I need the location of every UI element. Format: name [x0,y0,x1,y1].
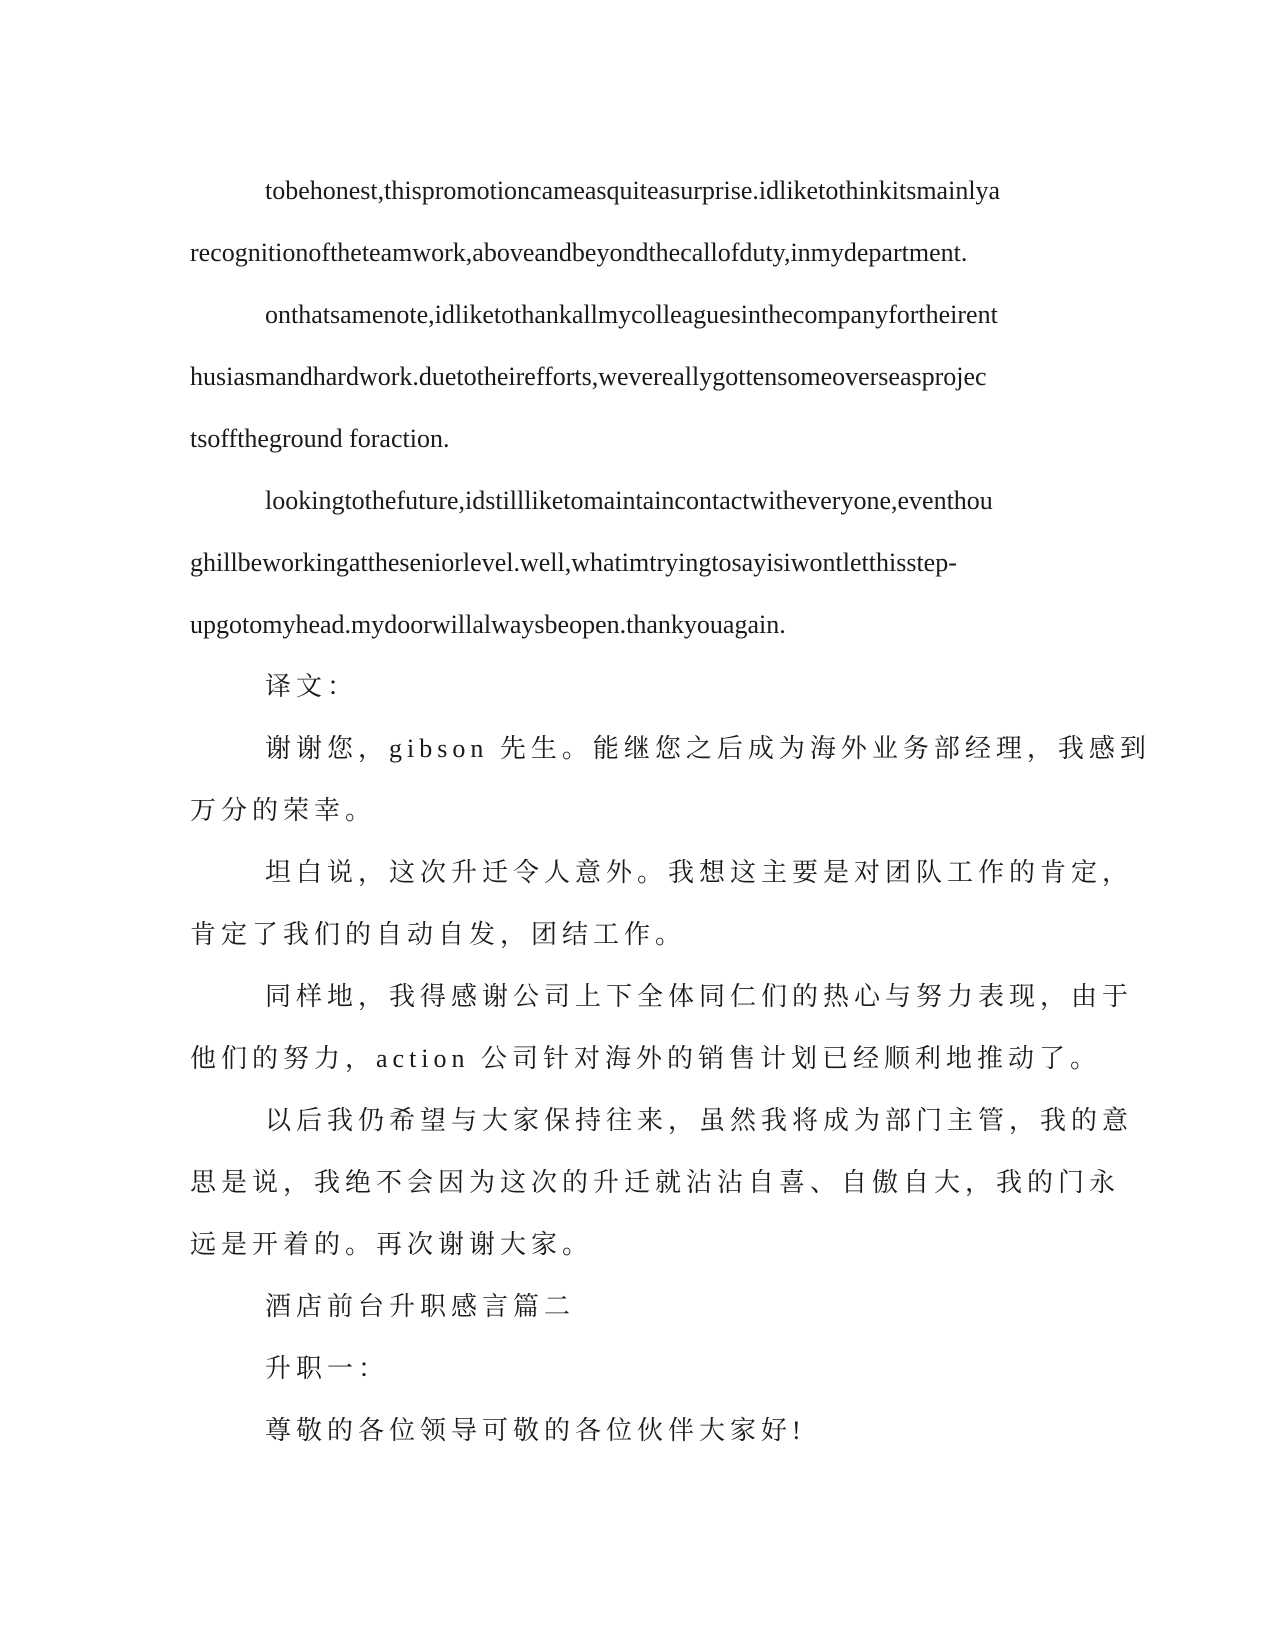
document-line: upgotomyhead.mydoorwillalwaysbeopen.thankyouagain. [190,610,786,639]
document-line: 以后我仍希望与大家保持往来，虽然我将成为部门主管，我的意 [265,1106,1134,1135]
document-line: 万分的荣幸。 [190,796,377,825]
document-line: 肯定了我们的自动自发，团结工作。 [190,920,687,949]
document-line: tsofftheground foraction. [190,424,450,453]
document-line: 坦白说，这次升迁令人意外。我想这主要是对团队工作的肯定， [265,858,1134,887]
document-line: ghillbeworkingattheseniorlevel.well,whatimtryingtosayisiwontletthisstep- [190,548,957,577]
document-line: 译文： [265,672,359,701]
document-line: husiasmandhardwork.duetotheirefforts,wevereallygottensomeoverseasprojec [190,362,987,391]
document-line: 酒店前台升职感言篇二 [265,1292,576,1321]
document-line: 谢谢您，gibson 先生。能继您之后成为海外业务部经理，我感到 [265,734,1151,763]
document-line: 尊敬的各位领导可敬的各位伙伴大家好! [265,1416,806,1445]
document-line: 升职一： [265,1354,390,1383]
document-line: 远是开着的。再次谢谢大家。 [190,1230,594,1259]
document-line: recognitionoftheteamwork,aboveandbeyondthecallofduty,inmydepartment. [190,238,968,267]
document-body [190,160,1151,1462]
document-line: 他们的努力，action 公司针对海外的销售计划已经顺利地推动了。 [190,1044,1102,1073]
document-line: onthatsamenote,idliketothankallmycolleaguesinthecompanyfortheirent [265,300,998,329]
document-line: tobehonest,thispromotioncameasquiteasurprise.idliketothinkitsmainlya [265,176,1001,205]
document-line: 思是说，我绝不会因为这次的升迁就沾沾自喜、自傲自大，我的门永 [190,1168,1121,1197]
document-line: lookingtothefuture,idstillliketomaintaincontactwitheveryone,eventhou [265,486,993,515]
document-line: 同样地，我得感谢公司上下全体同仁们的热心与努力表现，由于 [265,982,1134,1011]
